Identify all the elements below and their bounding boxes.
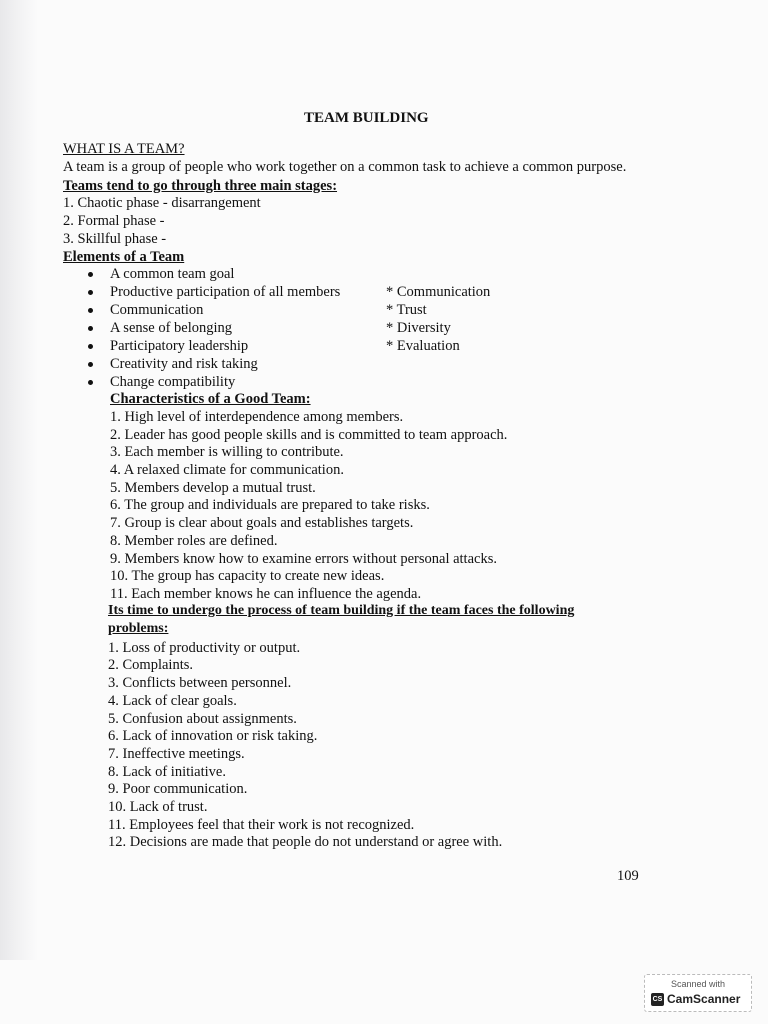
problem-item: 3. Conflicts between personnel. <box>108 675 292 691</box>
bullet-icon <box>88 362 93 367</box>
bullet-icon <box>88 326 93 331</box>
problem-item: 6. Lack of innovation or risk taking. <box>108 728 318 744</box>
problem-item: 12. Decisions are made that people do not understand or agree with. <box>108 834 503 850</box>
problem-item: 7. Ineffective meetings. <box>108 746 245 762</box>
stage-item: 3. Skillful phase - <box>63 231 167 247</box>
characteristic-item: 3. Each member is willing to contribute. <box>110 444 344 460</box>
camscanner-logo-icon: CS <box>651 993 664 1006</box>
problem-item: 9. Poor communication. <box>108 781 248 797</box>
side-element-item: * Diversity <box>386 320 451 336</box>
problem-item: 10. Lack of trust. <box>108 799 208 815</box>
page-title: TEAM BUILDING <box>304 110 429 126</box>
bullet-icon <box>88 272 93 277</box>
characteristic-item: 7. Group is clear about goals and establishes targets. <box>110 515 414 531</box>
side-element-item: * Communication <box>386 284 491 300</box>
what-is-a-team-heading: WHAT IS A TEAM? <box>63 141 185 157</box>
camscanner-watermark <box>644 974 752 1012</box>
problem-item: 2. Complaints. <box>108 657 193 673</box>
stage-item: 1. Chaotic phase - disarrangement <box>63 195 261 211</box>
team-definition: A team is a group of people who work together on a common task to achieve a common purpose. <box>63 159 627 175</box>
characteristic-item: 6. The group and individuals are prepared to take risks. <box>110 497 430 513</box>
characteristic-item: 10. The group has capacity to create new ideas. <box>110 568 385 584</box>
problem-item: 1. Loss of productivity or output. <box>108 640 301 656</box>
element-item: A sense of belonging <box>110 320 233 336</box>
bullet-icon <box>88 308 93 313</box>
side-element-item: * Evaluation <box>386 338 460 354</box>
characteristic-item: 2. Leader has good people skills and is committed to team approach. <box>110 427 508 443</box>
element-item: Creativity and risk taking <box>110 356 258 372</box>
problem-item: 4. Lack of clear goals. <box>108 693 237 709</box>
bullet-icon <box>88 380 93 385</box>
element-item: Communication <box>110 302 204 318</box>
element-item: Productive participation of all members <box>110 284 341 300</box>
characteristic-item: 5. Members develop a mutual trust. <box>110 480 316 496</box>
side-element-item: * Trust <box>386 302 427 318</box>
elements-heading: Elements of a Team <box>63 249 185 265</box>
bullet-icon <box>88 344 93 349</box>
characteristic-item: 4. A relaxed climate for communication. <box>110 462 344 478</box>
element-item: A common team goal <box>110 266 235 282</box>
problem-item: 5. Confusion about assignments. <box>108 711 297 727</box>
page-number: 109 <box>617 868 639 884</box>
characteristic-item: 11. Each member knows he can influence the agenda. <box>110 586 422 602</box>
scanned-with-label: Scanned with <box>670 979 726 989</box>
element-item: Participatory leadership <box>110 338 249 354</box>
problem-item: 11. Employees feel that their work is not recognized. <box>108 817 415 833</box>
stages-heading: Teams tend to go through three main stages: <box>63 178 338 194</box>
characteristic-item: 8. Member roles are defined. <box>110 533 278 549</box>
problem-item: 8. Lack of initiative. <box>108 764 226 780</box>
problems-heading: Its time to undergo the process of team building if the team faces the following <box>108 603 575 618</box>
characteristic-item: 9. Members know how to examine errors without personal attacks. <box>110 551 497 567</box>
characteristic-item: 1. High level of interdependence among members. <box>110 409 404 425</box>
characteristics-heading: Characteristics of a Good Team: <box>110 391 311 407</box>
problems-heading-continued: problems: <box>108 621 169 636</box>
stage-item: 2. Formal phase - <box>63 213 165 229</box>
camscanner-brand: CamScanner <box>667 992 741 1006</box>
element-item: Change compatibility <box>110 374 236 390</box>
bullet-icon <box>88 290 93 295</box>
